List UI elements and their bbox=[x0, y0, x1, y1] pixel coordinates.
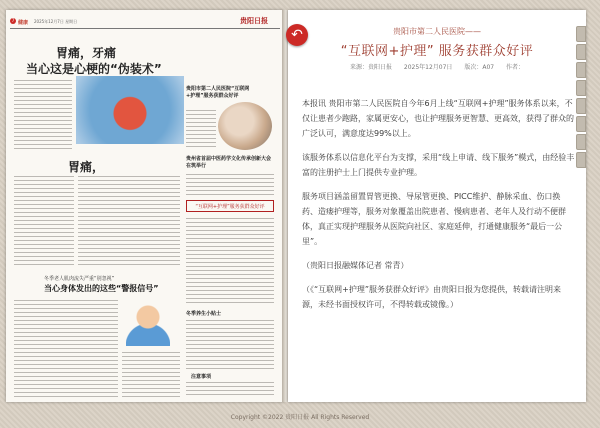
child-illustration bbox=[126, 296, 170, 346]
meta-source: 来源：贵阳日报 bbox=[349, 64, 392, 71]
article-text-block bbox=[186, 382, 274, 398]
article-source-line: 贵阳市第二人民医院—— bbox=[393, 27, 481, 36]
article-meta bbox=[288, 62, 586, 71]
article-text-block bbox=[14, 176, 74, 266]
article-text-block bbox=[14, 300, 118, 400]
highlighted-article-link[interactable]: “互联网+护理”服务获群众好评 bbox=[186, 200, 274, 212]
page-tab[interactable] bbox=[576, 26, 586, 42]
section-label: 健康 bbox=[18, 20, 29, 26]
article-text-block bbox=[14, 80, 72, 152]
article-byline: （贵阳日报融媒体记者 常青） bbox=[302, 261, 409, 270]
headline-line-2[interactable]: 当心这是心梗的“伪装术” bbox=[26, 62, 162, 76]
heart-illustration bbox=[76, 76, 184, 144]
back-arrow-icon[interactable]: ↶ bbox=[286, 24, 308, 46]
article-body bbox=[302, 96, 576, 321]
article-text-block bbox=[122, 352, 180, 400]
newspaper-page[interactable] bbox=[6, 10, 284, 402]
secondary-headline[interactable]: 胃痛， bbox=[68, 160, 105, 174]
page-header bbox=[10, 18, 280, 29]
page-tab[interactable] bbox=[576, 116, 586, 132]
article-text-block bbox=[78, 176, 180, 266]
person-photo bbox=[218, 102, 272, 150]
page-number-badge: 7 bbox=[11, 18, 15, 23]
meta-edition: 版次：A07 bbox=[464, 64, 495, 71]
box-article-title[interactable]: 贵州省首届中医药学文化传承创新大会在筑举行 bbox=[186, 156, 272, 169]
meta-date: 2025年12月07日 bbox=[403, 64, 453, 71]
masthead-logo: 贵阳日报 bbox=[240, 16, 268, 25]
mid-article-title[interactable]: 冬季养生小贴士 bbox=[186, 311, 222, 317]
page-tabs bbox=[576, 26, 586, 170]
article-text-block bbox=[186, 320, 274, 370]
article-paragraph: 服务项目涵盖留置胃管更换、导尿管更换、PICC维护、静脉采血、伤口换药、造瘘护理等，服务对象覆盖出院患者、慢病患者、老年人及行动不便群体，真正实现护理服务从医院向社区、家庭延伸，打通健康服务“最后一公里”。 bbox=[302, 192, 566, 246]
page-tab[interactable] bbox=[576, 44, 586, 60]
page-tab[interactable] bbox=[576, 80, 586, 96]
lower-kicker: 冬季老人肌肉流失严重“别忽视” bbox=[44, 276, 115, 282]
newspaper-viewer bbox=[6, 6, 586, 406]
page-tab[interactable] bbox=[576, 98, 586, 114]
article-title: “互联网+护理” 服务获群众好评 bbox=[340, 44, 534, 59]
lower-headline[interactable]: 当心身体发出的这些“警报信号” bbox=[44, 284, 159, 293]
article-text-block bbox=[186, 174, 274, 196]
article-paragraph: 该服务体系以信息化平台为支撑，采用“线上申请、线下服务”模式，由经验丰富的注册护士上门提供专业护理。 bbox=[302, 153, 575, 177]
article-text-block bbox=[186, 110, 216, 150]
footer-copyright: Copyright ©2022 贵阳日报 All Rights Reserved bbox=[230, 414, 370, 421]
page-tab[interactable] bbox=[576, 134, 586, 150]
meta-author: 作者： bbox=[506, 64, 525, 71]
page-tab[interactable] bbox=[576, 152, 586, 168]
article-paragraph: 本报讯 贵阳市第二人民医院自今年6月上线“互联网+护理”服务体系以来，不仅让患者少跑路，家属更安心，也让护理服务更智慧、更高效，获得了群众的广泛认可，满意度达99%以上。 bbox=[302, 99, 574, 138]
page-tab[interactable] bbox=[576, 62, 586, 78]
copyright-notice: （《“互联网+护理”服务获群众好评》由贵阳日报为您提供，转载请注明来源，未经书面授权许可，不得转载或镜像。） bbox=[302, 285, 561, 309]
article-page bbox=[288, 10, 586, 402]
side-article-title[interactable]: 贵阳市第二人民医院“互联网+护理”服务获群众好评 bbox=[186, 86, 250, 99]
page-date: 2025年12月7日 星期日 bbox=[34, 19, 78, 24]
article-text-block bbox=[186, 218, 274, 306]
headline-line-1[interactable]: 胃痛，牙痛 bbox=[56, 46, 117, 60]
low-article-title[interactable]: 注意事项 bbox=[191, 374, 212, 380]
